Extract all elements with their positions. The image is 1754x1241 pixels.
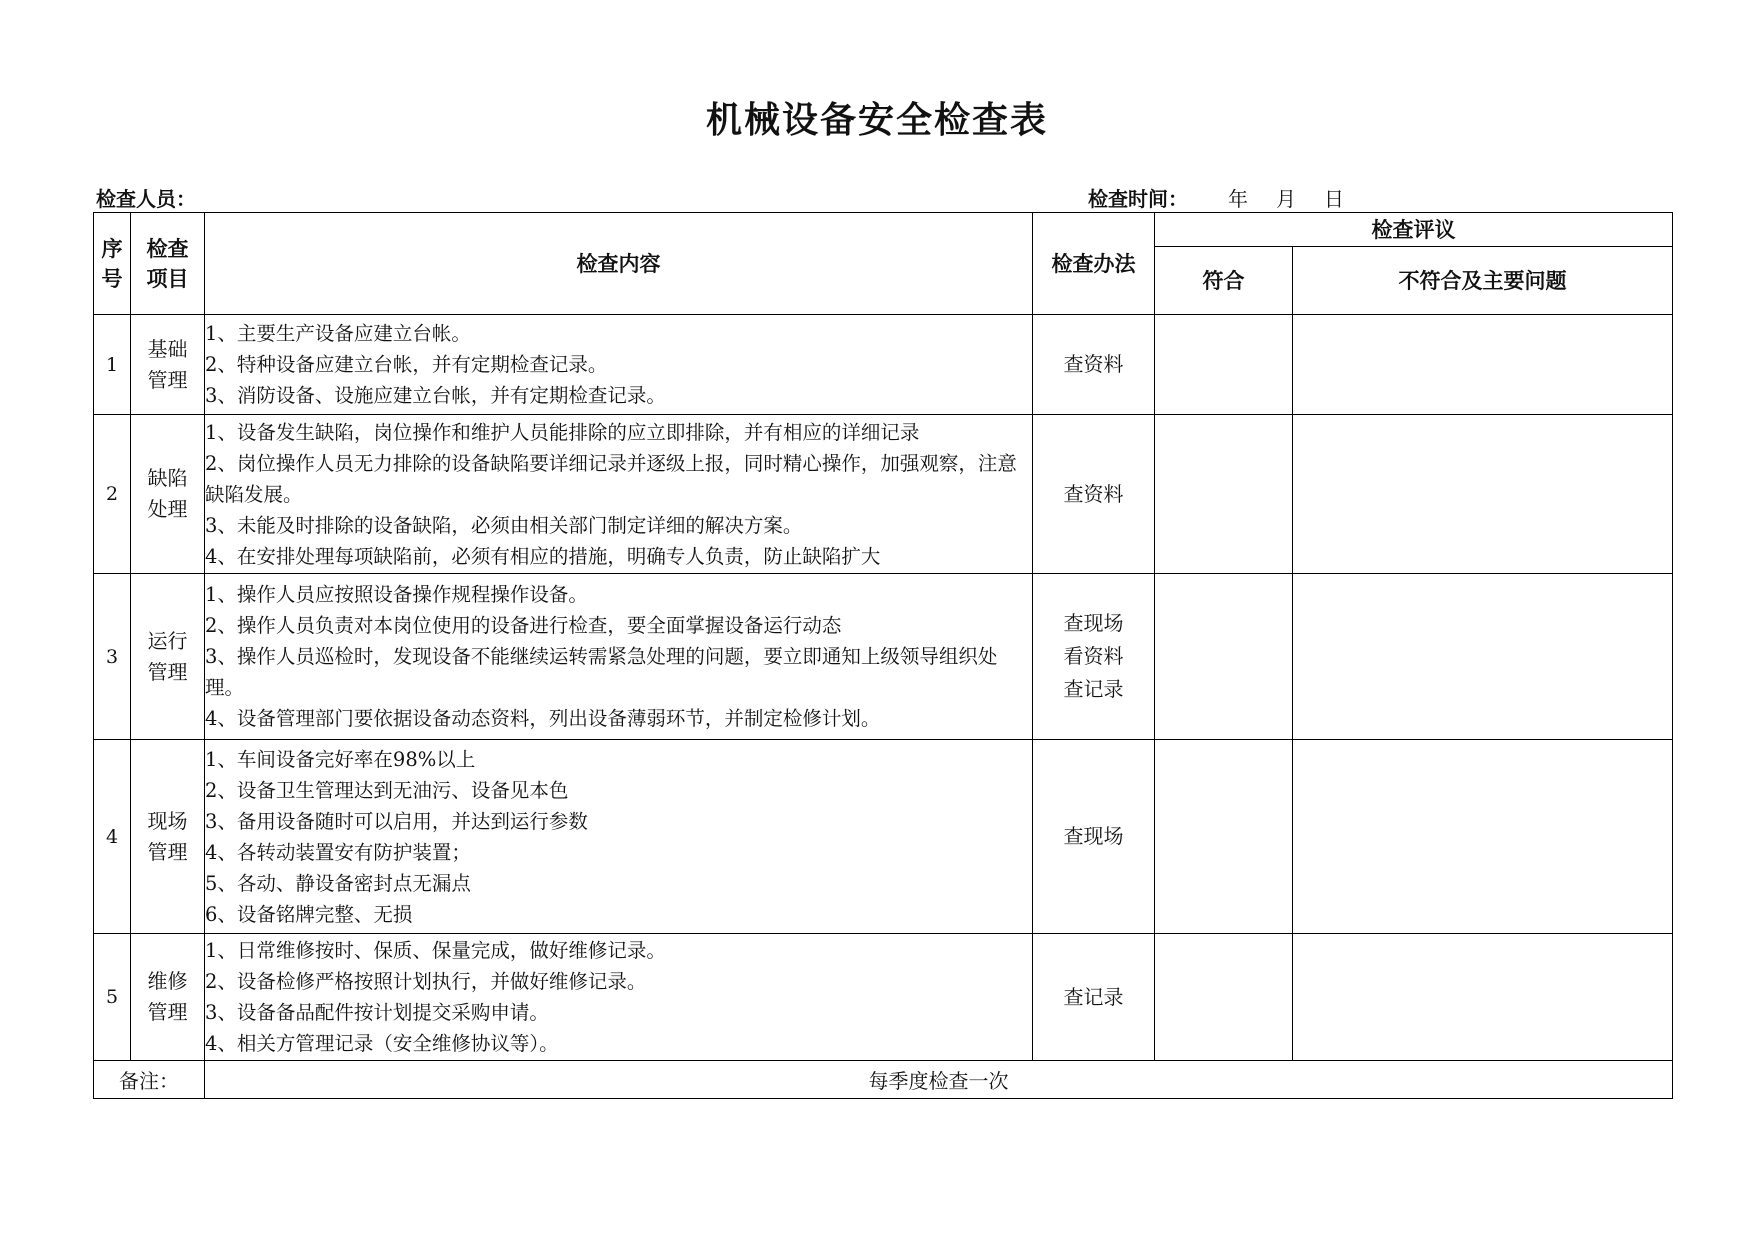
content-line: 1、操作人员应按照设备操作规程操作设备。 [205,583,588,606]
content-line: 3、备用设备随时可以启用，并达到运行参数 [205,809,588,833]
content-line: 1、主要生产设备应建立台帐。 [205,322,471,345]
inspection-table [93,212,1673,1099]
day-unit: 日 [1324,187,1344,211]
row-seq: 4 [94,740,131,934]
row-content [205,415,1033,574]
row-content [205,934,1033,1061]
row-item [131,315,205,415]
method-text: 查记录 [1063,677,1124,701]
row-seq: 3 [94,574,131,740]
year-unit: 年 [1228,187,1248,211]
row-method [1033,934,1155,1061]
row-item-text: 管理 [147,839,188,864]
content-line: 2、操作人员负责对本岗位使用的设备进行检查，要全面掌握设备运行动态 [205,614,842,637]
content-line: 4、在安排处理每项缺陷前，必须有相应的措施，明确专人负责，防止缺陷扩大 [205,544,881,568]
row-seq: 1 [94,315,131,415]
remark-label: 备注： [94,1061,205,1099]
table-row [94,415,1673,574]
row-conform-cell[interactable] [1155,415,1293,574]
row-nonconform-cell[interactable] [1293,415,1673,574]
row-content [205,315,1033,415]
method-text: 查现场 [1063,611,1124,635]
row-item-text: 运行 [147,628,188,653]
content-line: 4、设备管理部门要依据设备动态资料，列出设备薄弱环节，并制定检修计划。 [205,707,881,730]
row-item-text: 管理 [147,367,188,392]
row-content [205,740,1033,934]
row-item-text: 管理 [147,659,188,684]
header-method: 检查办法 [1033,213,1155,315]
row-item-text: 维修 [147,969,188,993]
row-method [1033,574,1155,740]
inspector-label: 检查人员： [96,187,196,211]
content-line: 3、设备备品配件按计划提交采购申请。 [205,1001,549,1024]
row-item-text: 现场 [147,808,188,833]
content-line: 1、车间设备完好率在98%以上 [205,747,476,771]
method-text: 查记录 [1063,984,1124,1009]
row-method [1033,315,1155,415]
header-nonconform: 不符合及主要问题 [1293,247,1673,315]
header-conform: 符合 [1155,247,1293,315]
month-unit: 月 [1276,187,1296,211]
row-method [1033,415,1155,574]
table-row [94,740,1673,934]
row-conform-cell[interactable] [1155,934,1293,1061]
content-line: 2、岗位操作人员无力排除的设备缺陷要详细记录并逐级上报，同时精心操作，加强观察，注意缺陷发展。 [205,451,1017,506]
row-seq: 2 [94,415,131,574]
row-item [131,415,205,574]
remark-text: 每季度检查一次 [205,1061,1673,1099]
row-conform-cell[interactable] [1155,315,1293,415]
row-conform-cell[interactable] [1155,740,1293,934]
row-item-text: 管理 [147,1000,188,1024]
method-text: 看资料 [1063,644,1124,668]
row-item [131,740,205,934]
row-nonconform-cell[interactable] [1293,315,1673,415]
header-item: 检查 项目 [131,213,205,315]
row-item-text: 基础 [147,336,188,361]
content-line: 2、设备检修严格按照计划执行，并做好维修记录。 [205,970,647,993]
row-nonconform-cell[interactable] [1293,574,1673,740]
row-item-text: 缺陷 [147,466,188,490]
row-item [131,934,205,1061]
page-title: 机械设备安全检查表 [705,100,1048,141]
method-text: 查现场 [1063,824,1124,848]
content-line: 3、未能及时排除的设备缺陷，必须由相关部门制定详细的解决方案。 [205,513,803,537]
row-nonconform-cell[interactable] [1293,740,1673,934]
row-method [1033,740,1155,934]
remark-row [94,1061,1673,1099]
row-item [131,574,205,740]
content-line: 4、各转动装置安有防护装置； [205,840,471,864]
row-seq: 5 [94,934,131,1061]
content-line: 1、设备发生缺陷，岗位操作和维护人员能排除的应立即排除，并有相应的详细记录 [205,420,920,444]
method-text: 查资料 [1063,481,1124,506]
row-nonconform-cell[interactable] [1293,934,1673,1061]
content-line: 4、相关方管理记录（安全维修协议等）。 [205,1032,559,1055]
header-content: 检查内容 [205,213,1033,315]
content-line: 2、设备卫生管理达到无油污、设备见本色 [205,778,569,802]
inspection-time-label: 检查时间： [1088,187,1188,211]
row-conform-cell[interactable] [1155,574,1293,740]
table-row [94,934,1673,1061]
table-row [94,315,1673,415]
content-line: 6、设备铭牌完整、无损 [205,902,413,926]
row-content [205,574,1033,740]
content-line: 3、操作人员巡检时，发现设备不能继续运转需紧急处理的问题，要立即通知上级领导组织处理。 [205,645,998,699]
header-seq: 序 号 [94,213,131,315]
content-line: 5、各动、静设备密封点无漏点 [205,871,471,895]
header-review: 检查评议 [1155,213,1673,247]
table-row [94,574,1673,740]
method-text: 查资料 [1063,352,1124,376]
content-line: 2、特种设备应建立台帐，并有定期检查记录。 [205,353,608,376]
inspection-time [1088,183,1344,212]
content-line: 1、日常维修按时、保质、保量完成，做好维修记录。 [205,939,666,962]
content-line: 3、消防设备、设施应建立台帐，并有定期检查记录。 [205,384,666,407]
row-item-text: 处理 [147,497,188,521]
